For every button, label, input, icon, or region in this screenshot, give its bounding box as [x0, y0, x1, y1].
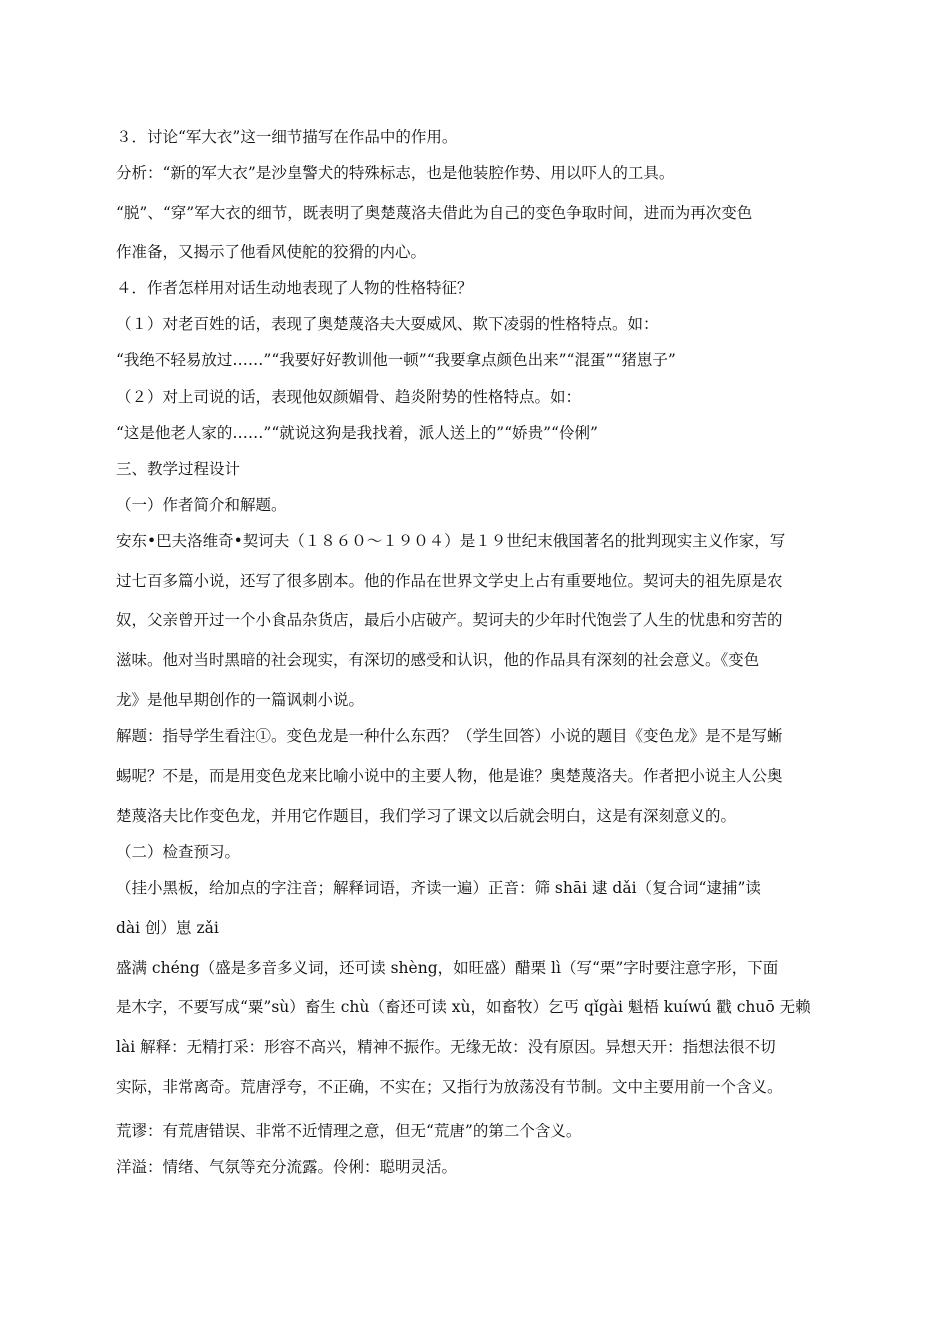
- text-line: 洋溢：情绪、气氛等充分流露。伶俐：聪明灵活。: [116, 1158, 458, 1176]
- text-line: （挂小黑板，给加点的字注音；解释词语，齐读一遍）正音：筛 shāi 逮 dǎi（复合词“逮捕”读: [116, 879, 761, 897]
- text-line: 滋味。他对当时黑暗的社会现实，有深切的感受和认识，他的作品具有深刻的社会意义。《变色: [116, 651, 760, 669]
- text-line: ４．作者怎样用对话生动地表现了人物的性格特征？: [116, 279, 473, 297]
- subsection-heading: （二）检查预习。: [116, 843, 241, 861]
- text-line: “我绝不轻易放过……”“我要好好教训他一顿”“我要拿点颜色出来”“混蛋”“猪崽子”: [116, 351, 676, 369]
- text-line: 是木字，不要写成“粟”sù）畜生 chù（畜还可读 xù，如畜牧）乞丐 qǐgài 魁梧 kuíwú 戳 chuō 无赖: [116, 998, 811, 1016]
- text-line: 作准备，又揭示了他看风使舵的狡猾的内心。: [116, 243, 427, 261]
- text-line: 楚蔑洛夫比作变色龙，并用它作题目，我们学习了课文以后就会明白，这是有深刻意义的。: [116, 807, 737, 825]
- text-line: 盛满 chéng（盛是多音多义词，还可读 shèng，如旺盛）醋栗 lì（写“栗”字时要注意字形，下面: [116, 959, 779, 977]
- text-line: 奴，父亲曾开过一个小食品杂货店，最后小店破产。契诃夫的少年时代饱尝了人生的忧患和穷苦的: [116, 611, 783, 629]
- text-line: 分析：“新的军大衣”是沙皇警犬的特殊标志，也是他装腔作势、用以吓人的工具。: [116, 164, 675, 182]
- text-line: 安东•巴夫洛维奇•契诃夫（１８６０～１９０４）是１９世纪末俄国著名的批判现实主义作家，写: [116, 532, 786, 550]
- section-heading: 三、教学过程设计: [116, 460, 241, 478]
- text-line: 实际，非常离奇。荒唐浮夸，不正确，不实在；又指行为放荡没有节制。文中主要用前一个含义。: [116, 1078, 783, 1096]
- text-line: 解题：指导学生看注①。变色龙是一种什么东西？（学生回答）小说的题目《变色龙》是不是写蜥: [116, 727, 783, 745]
- text-line: 蜴呢？不是，而是用变色龙来比喻小说中的主要人物，他是谁？奥楚蔑洛夫。作者把小说主人公奥: [116, 767, 783, 785]
- text-line: （１）对老百姓的话，表现了奥楚蔑洛夫大耍威风、欺下凌弱的性格特点。如：: [116, 315, 659, 333]
- text-line: （２）对上司说的话，表现他奴颜媚骨、趋炎附势的性格特点。如：: [116, 388, 582, 406]
- text-line: dài 创）崽 zǎi: [116, 919, 219, 937]
- text-line: “脱”、“穿”军大衣的细节，既表明了奥楚蔑洛夫借此为自己的变色争取时间，进而为再次变色: [116, 204, 753, 222]
- text-line: 荒谬：有荒唐错误、非常不近情理之意，但无“荒唐”的第二个含义。: [116, 1122, 582, 1140]
- text-line: lài 解释：无精打采：形容不高兴，精神不振作。无缘无故：没有原因。异想天开：指想法很不切: [116, 1038, 776, 1056]
- text-line: 龙》是他早期创作的一篇讽刺小说。: [116, 691, 365, 709]
- subsection-heading: （一）作者简介和解题。: [116, 496, 287, 514]
- text-line: “这是他老人家的……”“就说这狗是我找着，派人送上的”“娇贵”“伶俐”: [116, 424, 598, 442]
- text-line: ３．讨论“军大衣”这一细节描写在作品中的作用。: [116, 128, 458, 146]
- text-line: 过七百多篇小说，还写了很多剧本。他的作品在世界文学史上占有重要地位。契诃夫的祖先原是农: [116, 572, 783, 590]
